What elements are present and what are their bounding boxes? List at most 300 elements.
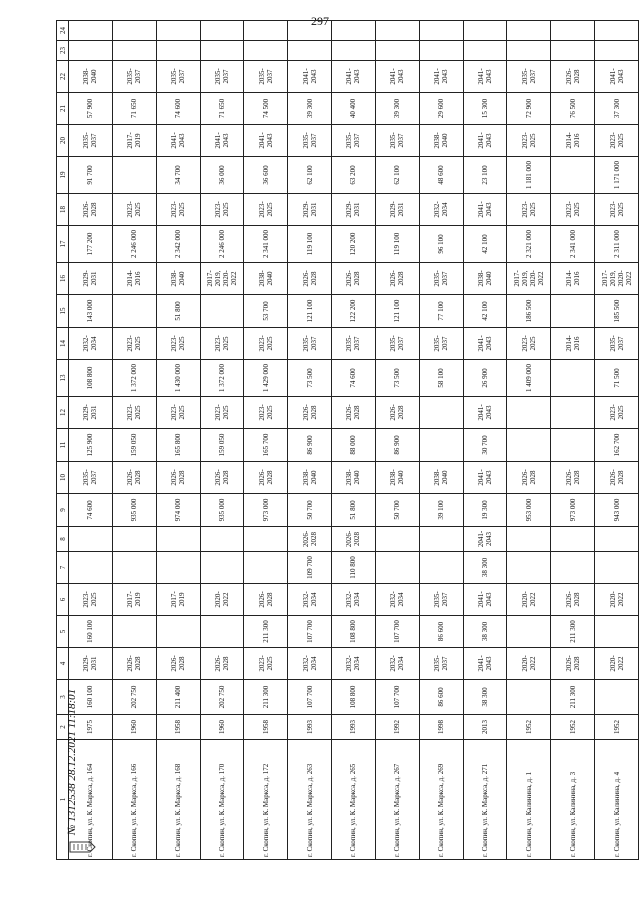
column-number: 13 <box>57 360 69 397</box>
table-cell: 2035-2037 <box>419 328 463 360</box>
table-cell: 2035-2037 <box>375 125 419 157</box>
table-cell: 2026-2028 <box>332 527 376 552</box>
table-cell <box>375 41 419 61</box>
table-cell: 2014-2016 <box>551 263 595 295</box>
table-cell: 2032-2034 <box>375 648 419 680</box>
table-cell: 1998 <box>419 715 463 740</box>
table-cell <box>551 527 595 552</box>
column-number: 15 <box>57 295 69 328</box>
table-cell: 2038-2040 <box>375 462 419 494</box>
table-cell: 2032-2034 <box>375 584 419 616</box>
table-cell: 39 300 <box>375 93 419 125</box>
table-cell: 39 300 <box>288 93 332 125</box>
document-number: № 1312538 28.12.2021 11:18:01 <box>66 688 78 835</box>
table-cell: 2 246 000 <box>112 226 156 263</box>
table-cell: 2029-2031 <box>375 194 419 226</box>
table-cell <box>112 295 156 328</box>
table-cell <box>595 616 639 648</box>
table-cell: 2023-2025 <box>507 328 551 360</box>
table-cell: 2023-2025 <box>244 648 288 680</box>
table-cell <box>463 21 507 41</box>
table-cell <box>551 552 595 584</box>
table-cell: 165 700 <box>244 429 288 462</box>
table-cell: 2035-2037 <box>69 125 113 157</box>
table-cell: 88 000 <box>332 429 376 462</box>
table-cell <box>595 41 639 61</box>
table-cell: 202 750 <box>112 680 156 715</box>
table-cell <box>200 616 244 648</box>
table-cell <box>112 21 156 41</box>
table-cell: 2035-2037 <box>288 125 332 157</box>
table-cell: 2017-2019, 2020-2022 <box>507 263 551 295</box>
table-cell: 63 200 <box>332 157 376 194</box>
table-cell: 2023-2025 <box>156 328 200 360</box>
column-number: 20 <box>57 125 69 157</box>
table-cell: 1960 <box>200 715 244 740</box>
table-cell: 2041-2043 <box>463 462 507 494</box>
table-row <box>419 21 463 860</box>
table-cell: 2026-2028 <box>332 397 376 429</box>
table-cell: 39 100 <box>419 494 463 527</box>
table-cell: 211 300 <box>551 680 595 715</box>
table-cell <box>288 41 332 61</box>
table-cell <box>112 157 156 194</box>
register-table <box>56 20 639 860</box>
table-cell: 26 900 <box>463 360 507 397</box>
table-cell <box>200 21 244 41</box>
table-cell: 2032-2034 <box>332 648 376 680</box>
table-cell: 2026-2028 <box>595 462 639 494</box>
table-cell <box>112 552 156 584</box>
column-number: 23 <box>57 41 69 61</box>
column-number: 4 <box>57 648 69 680</box>
table-cell: 2041-2043 <box>419 61 463 93</box>
table-cell: 38 300 <box>463 616 507 648</box>
table-cell: 42 100 <box>463 295 507 328</box>
table-cell <box>156 21 200 41</box>
table-cell: 2035-2037 <box>507 61 551 93</box>
address-cell: г. Скопин, ул. К. Маркса, д. 269 <box>419 740 463 860</box>
table-cell: 2023-2025 <box>200 397 244 429</box>
table-cell: 2 341 000 <box>244 226 288 263</box>
table-cell: 2026-2028 <box>551 648 595 680</box>
table-cell: 2035-2037 <box>244 61 288 93</box>
table-cell <box>288 21 332 41</box>
table-cell: 2038-2040 <box>463 263 507 295</box>
table-cell: 143 000 <box>69 295 113 328</box>
table-cell: 2035-2037 <box>375 328 419 360</box>
table-cell: 120 200 <box>332 226 376 263</box>
table-row <box>463 21 507 860</box>
table-cell <box>375 21 419 41</box>
table-cell: 2041-2043 <box>463 527 507 552</box>
table-cell <box>69 552 113 584</box>
table-cell: 2029-2031 <box>332 194 376 226</box>
table-cell: 108 800 <box>69 360 113 397</box>
table-cell: 2041-2043 <box>463 194 507 226</box>
address-cell: г. Скопин, ул. Калинина, д. 1 <box>507 740 551 860</box>
table-cell: 2023-2025 <box>200 194 244 226</box>
table-cell: 2032-2034 <box>69 328 113 360</box>
table-cell <box>551 360 595 397</box>
table-cell: 2041-2043 <box>595 61 639 93</box>
column-number: 16 <box>57 263 69 295</box>
table-cell <box>507 429 551 462</box>
table-cell: 1 372 000 <box>112 360 156 397</box>
table-cell: 2023-2025 <box>244 194 288 226</box>
table-cell: 1993 <box>288 715 332 740</box>
table-cell: 2026-2028 <box>244 584 288 616</box>
table-cell: 943 000 <box>595 494 639 527</box>
table-cell: 2023-2025 <box>244 397 288 429</box>
table-cell: 2041-2043 <box>463 125 507 157</box>
table-cell: 2035-2037 <box>200 61 244 93</box>
table-cell: 2020-2022 <box>595 648 639 680</box>
table-cell: 2041-2043 <box>332 61 376 93</box>
table-cell: 73 500 <box>288 360 332 397</box>
table-cell <box>200 552 244 584</box>
table-cell: 38 300 <box>463 552 507 584</box>
table-cell: 2035-2037 <box>419 584 463 616</box>
address-cell: г. Скопин, ул. К. Маркса, д. 164 <box>69 740 113 860</box>
table-cell: 2023-2025 <box>156 397 200 429</box>
table-cell: 2041-2043 <box>463 328 507 360</box>
table-cell: 107 700 <box>375 616 419 648</box>
table-cell: 74 600 <box>332 360 376 397</box>
table-cell: 2023-2025 <box>595 397 639 429</box>
table-cell: 953 000 <box>507 494 551 527</box>
address-cell: г. Скопин, ул. К. Маркса, д. 166 <box>112 740 156 860</box>
table-cell: 1 409 000 <box>507 360 551 397</box>
table-cell: 1 372 000 <box>200 360 244 397</box>
table-cell: 58 100 <box>419 360 463 397</box>
table-cell <box>69 527 113 552</box>
table-cell: 1958 <box>244 715 288 740</box>
table-cell: 91 700 <box>69 157 113 194</box>
table-cell: 2026-2028 <box>551 584 595 616</box>
table-cell <box>595 21 639 41</box>
column-number: 3 <box>57 680 69 715</box>
table-row <box>244 21 288 860</box>
table-cell: 29 600 <box>419 93 463 125</box>
table-row <box>156 21 200 860</box>
table-row <box>375 21 419 860</box>
table-cell: 1 430 000 <box>156 360 200 397</box>
table-cell: 2038-2040 <box>244 263 288 295</box>
table-cell <box>507 527 551 552</box>
table-cell: 2023-2025 <box>69 584 113 616</box>
column-number: 8 <box>57 527 69 552</box>
table-cell: 2038-2040 <box>332 462 376 494</box>
column-number: 14 <box>57 328 69 360</box>
table-cell: 2041-2043 <box>463 584 507 616</box>
table-cell: 2026-2028 <box>69 194 113 226</box>
table-cell: 36 600 <box>244 157 288 194</box>
column-number: 17 <box>57 226 69 263</box>
table-cell: 2026-2028 <box>375 263 419 295</box>
table-cell: 86 900 <box>288 429 332 462</box>
table-cell: 37 300 <box>595 93 639 125</box>
table-cell: 162 700 <box>595 429 639 462</box>
table-cell: 2038-2040 <box>419 462 463 494</box>
table-cell: 38 300 <box>463 680 507 715</box>
table-cell: 23 100 <box>463 157 507 194</box>
table-cell: 50 700 <box>375 494 419 527</box>
address-cell: г. Скопин, ул. Калинина, д. 3 <box>551 740 595 860</box>
table-cell <box>419 527 463 552</box>
table-cell: 48 600 <box>419 157 463 194</box>
table-cell <box>419 41 463 61</box>
table-cell: 2023-2025 <box>112 194 156 226</box>
table-cell: 2023-2025 <box>507 194 551 226</box>
table-cell: 2026-2028 <box>551 462 595 494</box>
table-cell: 71 650 <box>200 93 244 125</box>
table-cell: 2020-2022 <box>595 584 639 616</box>
table-cell: 2023-2025 <box>112 328 156 360</box>
table-cell: 2035-2037 <box>419 648 463 680</box>
table-cell: 2026-2028 <box>112 648 156 680</box>
table-cell: 51 800 <box>156 295 200 328</box>
table-cell <box>507 21 551 41</box>
table-cell: 2017-2019 <box>156 584 200 616</box>
table-cell <box>156 527 200 552</box>
table-cell: 2026-2028 <box>288 527 332 552</box>
table-cell: 2014-2016 <box>551 328 595 360</box>
address-cell: г. Скопин, ул. Калинина, д. 4 <box>595 740 639 860</box>
table-cell: 2026-2028 <box>288 263 332 295</box>
table-cell: 30 700 <box>463 429 507 462</box>
table-cell: 1 171 000 <box>595 157 639 194</box>
table-cell: 96 100 <box>419 226 463 263</box>
address-cell: г. Скопин, ул. К. Маркса, д. 265 <box>332 740 376 860</box>
table-frame <box>56 27 638 860</box>
table-cell <box>507 397 551 429</box>
table-cell <box>69 41 113 61</box>
table-cell <box>375 552 419 584</box>
column-number: 6 <box>57 584 69 616</box>
table-cell <box>69 21 113 41</box>
table-cell <box>551 429 595 462</box>
table-cell: 2023-2025 <box>595 194 639 226</box>
table-cell: 2023-2025 <box>200 328 244 360</box>
table-cell: 125 900 <box>69 429 113 462</box>
table-row <box>112 21 156 860</box>
table-cell: 2038-2040 <box>419 125 463 157</box>
table-cell: 2 341 000 <box>551 226 595 263</box>
table-cell: 108 800 <box>332 616 376 648</box>
table-cell <box>419 397 463 429</box>
table-cell: 2 246 000 <box>200 226 244 263</box>
table-cell: 159 050 <box>112 429 156 462</box>
table-row <box>507 21 551 860</box>
table-cell <box>551 157 595 194</box>
table-cell: 62 100 <box>288 157 332 194</box>
address-cell: г. Скопин, ул. К. Маркса, д. 168 <box>156 740 200 860</box>
table-cell: 2014-2016 <box>551 125 595 157</box>
table-cell: 2026-2028 <box>200 648 244 680</box>
table-cell <box>419 552 463 584</box>
table-cell: 2032-2034 <box>288 648 332 680</box>
table-cell: 2041-2043 <box>463 648 507 680</box>
table-cell: 72 900 <box>507 93 551 125</box>
table-cell <box>200 527 244 552</box>
column-number: 19 <box>57 157 69 194</box>
column-number: 24 <box>57 21 69 41</box>
table-cell <box>244 41 288 61</box>
table-cell <box>595 680 639 715</box>
table-cell <box>156 616 200 648</box>
table-cell: 2020-2022 <box>507 648 551 680</box>
table-cell: 71 500 <box>595 360 639 397</box>
table-cell: 2026-2028 <box>375 397 419 429</box>
table-cell: 74 600 <box>156 93 200 125</box>
table-cell: 1992 <box>375 715 419 740</box>
table-cell <box>332 21 376 41</box>
table-cell: 1 181 000 <box>507 157 551 194</box>
table-cell <box>551 295 595 328</box>
column-number: 2 <box>57 715 69 740</box>
table-cell: 2026-2028 <box>507 462 551 494</box>
column-number: 9 <box>57 494 69 527</box>
table-cell: 74 600 <box>69 494 113 527</box>
table-cell: 34 700 <box>156 157 200 194</box>
column-number: 22 <box>57 61 69 93</box>
table-cell <box>419 21 463 41</box>
column-number: 18 <box>57 194 69 226</box>
table-cell: 110 800 <box>332 552 376 584</box>
address-cell: г. Скопин, ул. К. Маркса, д. 170 <box>200 740 244 860</box>
table-cell <box>332 41 376 61</box>
table-cell: 2041-2043 <box>463 397 507 429</box>
table-cell <box>244 21 288 41</box>
table-row <box>332 21 376 860</box>
table-cell: 76 500 <box>551 93 595 125</box>
table-cell: 211 300 <box>244 680 288 715</box>
table-cell: 2035-2037 <box>595 328 639 360</box>
table-cell <box>244 527 288 552</box>
table-cell: 2035-2037 <box>332 328 376 360</box>
table-row <box>200 21 244 860</box>
table-cell: 107 700 <box>288 680 332 715</box>
table-cell: 2029-2031 <box>69 263 113 295</box>
table-cell <box>551 21 595 41</box>
table-cell: 2041-2043 <box>288 61 332 93</box>
table-cell: 1952 <box>507 715 551 740</box>
table-cell: 2032-2034 <box>332 584 376 616</box>
table-cell: 2026-2028 <box>200 462 244 494</box>
table-cell: 2017-2019 <box>112 125 156 157</box>
table-cell: 1952 <box>595 715 639 740</box>
table-cell: 51 800 <box>332 494 376 527</box>
table-cell <box>375 527 419 552</box>
table-cell: 2035-2037 <box>112 61 156 93</box>
table-cell: 121 100 <box>288 295 332 328</box>
table-cell <box>595 552 639 584</box>
table-cell: 108 800 <box>332 680 376 715</box>
table-row <box>551 21 595 860</box>
column-number: 12 <box>57 397 69 429</box>
table-cell: 2035-2037 <box>419 263 463 295</box>
table-cell: 40 400 <box>332 93 376 125</box>
table-cell: 211 400 <box>156 680 200 715</box>
table-cell <box>244 552 288 584</box>
table-cell: 1993 <box>332 715 376 740</box>
table-cell: 119 100 <box>375 226 419 263</box>
table-cell <box>112 527 156 552</box>
table-cell: 62 100 <box>375 157 419 194</box>
table-cell: 211 300 <box>551 616 595 648</box>
table-cell: 185 500 <box>595 295 639 328</box>
table-cell: 73 500 <box>375 360 419 397</box>
table-cell: 2023-2025 <box>244 328 288 360</box>
table-cell: 2014-2016 <box>112 263 156 295</box>
table-cell: 77 100 <box>419 295 463 328</box>
address-cell: г. Скопин, ул. К. Маркса, д. 172 <box>244 740 288 860</box>
table-cell: 974 000 <box>156 494 200 527</box>
table-cell: 1960 <box>112 715 156 740</box>
table-cell: 86 900 <box>375 429 419 462</box>
table-cell: 19 300 <box>463 494 507 527</box>
table-cell: 202 750 <box>200 680 244 715</box>
table-cell <box>507 680 551 715</box>
table-cell: 2026-2028 <box>288 397 332 429</box>
table-cell: 2041-2043 <box>463 61 507 93</box>
table-cell: 165 800 <box>156 429 200 462</box>
table-cell: 2029-2031 <box>69 648 113 680</box>
column-number: 7 <box>57 552 69 584</box>
table-cell: 2029-2031 <box>288 194 332 226</box>
table-cell: 119 100 <box>288 226 332 263</box>
table-cell: 973 000 <box>244 494 288 527</box>
emblem-icon <box>66 839 98 855</box>
address-cell: г. Скопин, ул. К. Маркса, д. 271 <box>463 740 507 860</box>
table-cell: 2026-2028 <box>244 462 288 494</box>
table-cell: 2023-2025 <box>551 194 595 226</box>
table-cell: 109 700 <box>288 552 332 584</box>
table-cell <box>200 41 244 61</box>
table-cell: 160 100 <box>69 680 113 715</box>
table-cell: 160 100 <box>69 616 113 648</box>
table-cell: 211 300 <box>244 616 288 648</box>
column-number: 5 <box>57 616 69 648</box>
table-row <box>288 21 332 860</box>
table-cell: 53 700 <box>244 295 288 328</box>
table-cell: 2035-2037 <box>156 61 200 93</box>
table-cell: 2020-2022 <box>507 584 551 616</box>
table-cell <box>112 616 156 648</box>
page-number: 297 <box>311 14 329 28</box>
table-cell <box>419 429 463 462</box>
table-cell: 2017-2019 <box>112 584 156 616</box>
table-cell: 122 200 <box>332 295 376 328</box>
table-cell: 159 050 <box>200 429 244 462</box>
table-cell: 1958 <box>156 715 200 740</box>
table-cell: 935 000 <box>200 494 244 527</box>
table-cell: 1952 <box>551 715 595 740</box>
table-cell: 935 000 <box>112 494 156 527</box>
table-cell: 2026-2028 <box>332 263 376 295</box>
table-cell <box>507 552 551 584</box>
table-cell: 2013 <box>463 715 507 740</box>
table-cell: 2017-2019, 2020-2022 <box>200 263 244 295</box>
table-cell: 86 600 <box>419 616 463 648</box>
table-cell: 2023-2025 <box>507 125 551 157</box>
table-cell: 2023-2025 <box>112 397 156 429</box>
table-cell: 177 200 <box>69 226 113 263</box>
table-cell <box>463 41 507 61</box>
table-cell: 2017-2019, 2020-2022 <box>595 263 639 295</box>
table-cell: 2023-2025 <box>156 194 200 226</box>
